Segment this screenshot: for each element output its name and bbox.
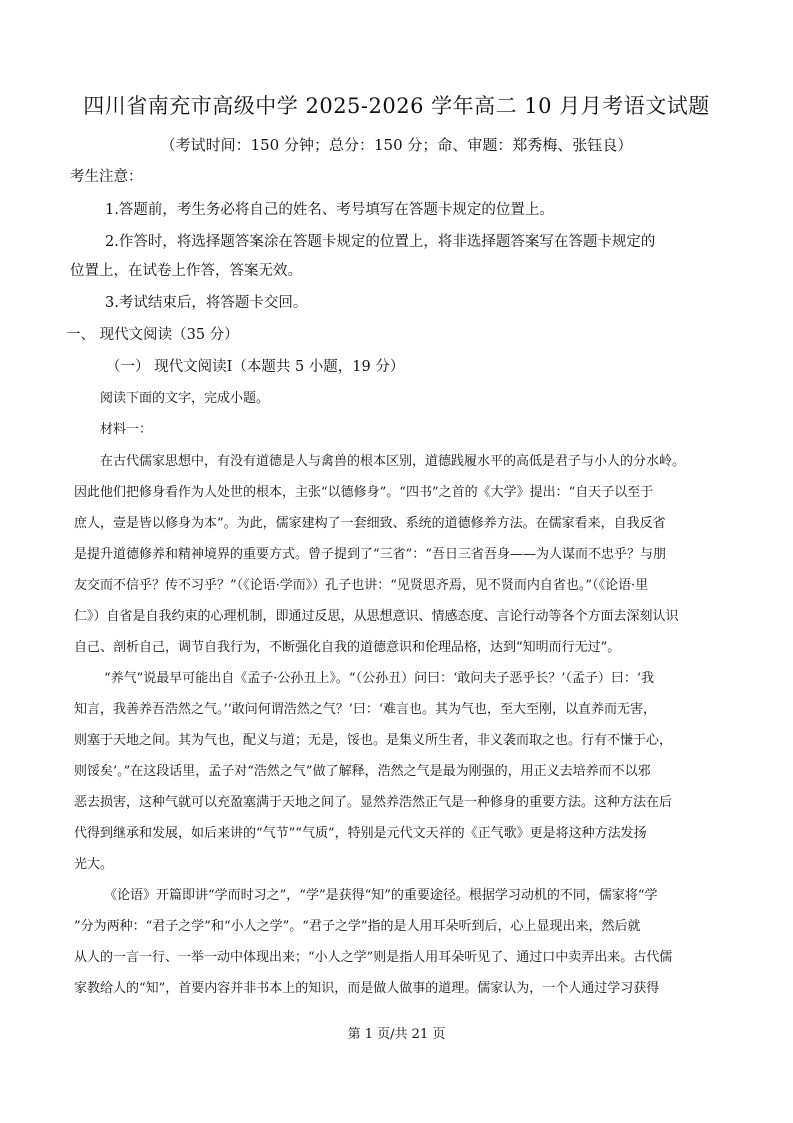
section-heading: 一、 现代文阅读（35 分） [66, 327, 239, 343]
exam-subtitle: （考试时间：150 分钟；总分：150 分；命、审题：郑秀梅、张钰良） [160, 136, 633, 154]
sub-section-heading: （一） 现代文阅读Ⅰ（本题共 5 小题，19 分） [106, 359, 405, 375]
material-label: 材料一： [100, 422, 153, 437]
body-line: 光大。 [74, 857, 114, 872]
body-line: 《论语》开篇即讲“学而时习之”，“学”是获得“知”的重要途径。根据学习动机的不同，儒家将“学 [104, 888, 658, 903]
body-line: 仁》）自省是自我约束的心理机制，即通过反思，从思想意识、情感态度、言论行动等各个方面去深刻认识 [74, 609, 679, 624]
body-line: 恶去损害，这种气就可以充盈塞满于天地之间了。显然养浩然正气是一种修身的重要方法。这种方法在后 [74, 795, 673, 810]
notice-heading: 考生注意： [70, 169, 143, 185]
body-line: 家教给人的“知”，首要内容并非书本上的知识，而是做人做事的道理。儒家认为，一个人通过学习获得 [74, 981, 660, 996]
reading-instruction: 阅读下面的文字，完成小题。 [100, 391, 270, 406]
exam-title: 四川省南充市高级中学 2025-2026 学年高二 10 月月考语文试题 [83, 94, 710, 118]
body-line: 从人的一言一行、一举一动中体现出来；“小人之学”则是指人用耳朵听见了、通过口中卖弄出来。古代儒 [74, 950, 673, 965]
body-line: “养气”说最早可能出自《孟子·公孙丑上》。“（公孙丑）问曰：‘敢问夫子恶乎长？’（孟子）曰：‘我 [104, 671, 654, 686]
body-line: 因此他们把修身看作为人处世的根本，主张“以德修身”。“四书”之首的《大学》提出：“自天子以至于 [74, 485, 654, 500]
body-line: 则馁矣’。”在这段话里，孟子对“浩然之气”做了解释，浩然之气是最为刚强的，用正义去培养而不以邪 [74, 764, 651, 779]
body-line: 庶人，壹是皆以修身为本”。为此，儒家建构了一套细致、系统的道德修养方法。在儒家看来，自我反省 [74, 516, 666, 531]
notice-item: 位置上，在试卷上作答，答案无效。 [70, 263, 302, 279]
notice-item: 2.作答时，将选择题答案涂在答题卡规定的位置上，将非选择题答案写在答题卡规定的 [105, 234, 656, 250]
body-line: 则塞于天地之间。其为气也，配义与道；无是，馁也。是集义所生者，非义袭而取之也。行有不慊于心， [74, 733, 673, 748]
notice-item: 1.答题前，考生务必将自己的姓名、考号填写在答题卡规定的位置上。 [105, 202, 554, 218]
body-line: 代得到继承和发展，如后来讲的“气节”“气质”，特别是元代文天祥的《正气歌》更是将这种方法发扬 [74, 826, 647, 841]
body-line: 自己、剖析自己，调节自我行为，不断强化自我的道德意识和伦理品格，达到“知明而行无过”。 [74, 640, 621, 655]
body-line: ”分为两种：“君子之学”和“小人之学”。“君子之学”指的是人用耳朵听到后，心上显现出来，然后就 [74, 919, 641, 934]
body-line: 是提升道德修养和精神境界的重要方式。曾子提到了“三省”：“吾日三省吾身——为人谋而不忠乎？与朋 [74, 547, 666, 562]
body-line: 友交而不信乎？传不习乎？”（《论语·学而》）孔子也讲：“见贤思齐焉，见不贤而内自省也。”（《论语·里 [74, 578, 649, 593]
page-number: 第 1 页/共 21 页 [347, 1027, 446, 1042]
notice-item: 3.考试结束后，将答题卡交回。 [105, 295, 308, 311]
body-line: 在古代儒家思想中，有没有道德是人与禽兽的根本区别，道德践履水平的高低是君子与小人的分水岭。 [100, 454, 686, 469]
body-line: 知言，我善养吾浩然之气。’‘敢问何谓浩然之气？’曰：‘难言也。其为气也，至大至刚，以直养而无害， [74, 702, 657, 717]
